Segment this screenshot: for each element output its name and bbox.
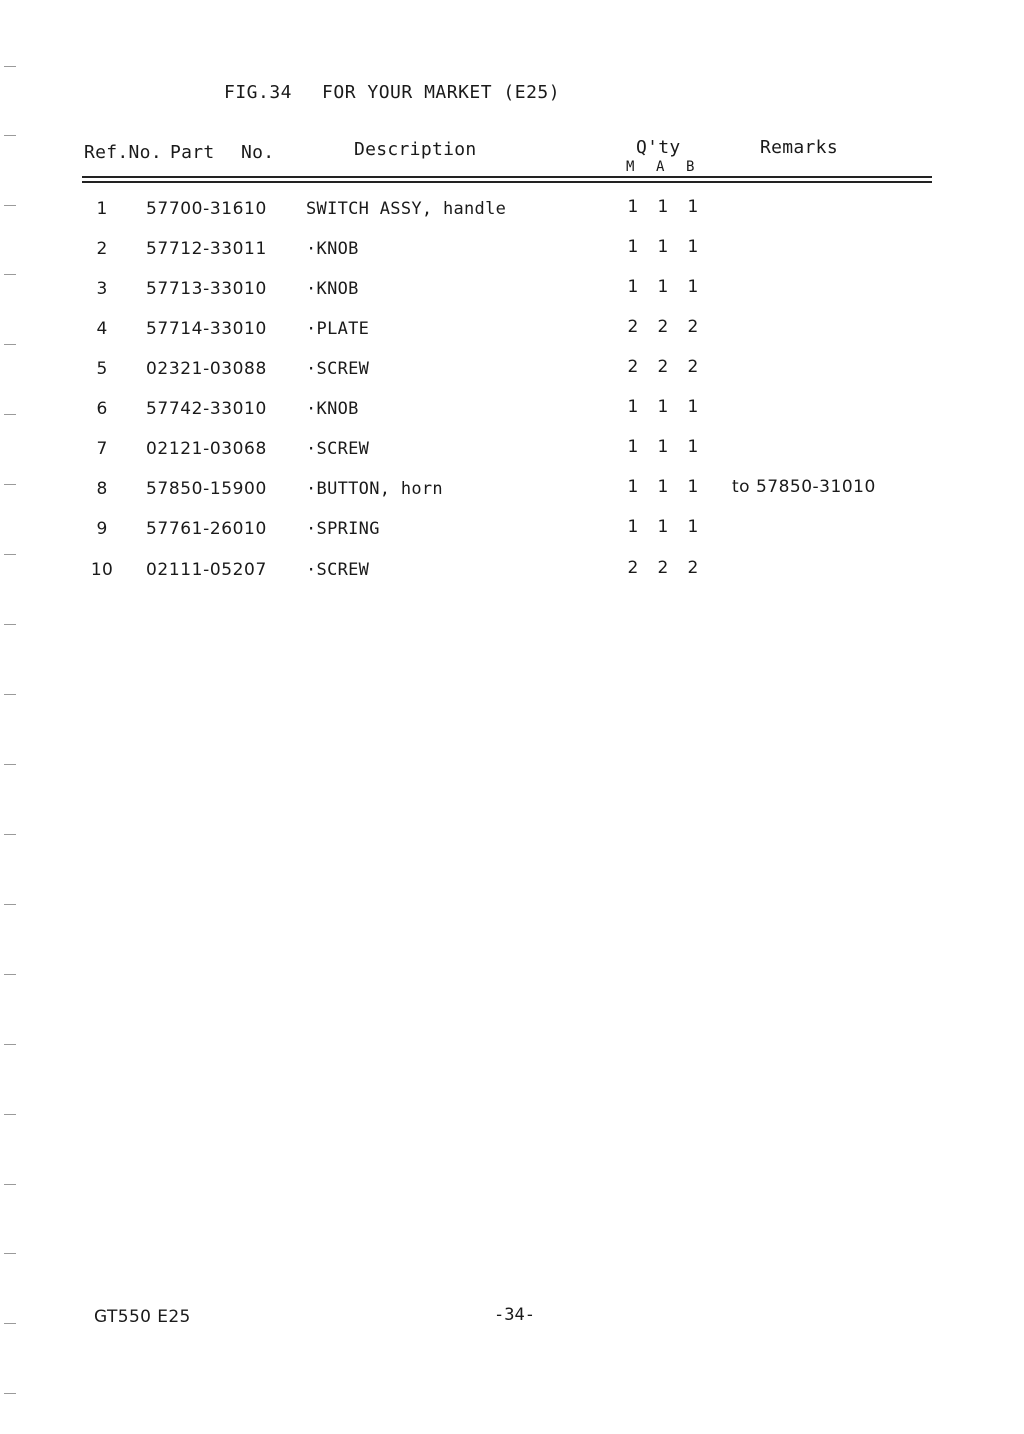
footer-model: GT550 E25	[94, 1307, 191, 1327]
margin-tick	[4, 1114, 16, 1115]
description-cell: ·SPRING	[306, 519, 380, 539]
description-cell: ·SCREW	[306, 560, 370, 580]
header-qty-a: A	[656, 159, 665, 175]
qty-a-cell: 1	[657, 197, 669, 217]
qty-a-cell: 1	[657, 437, 669, 457]
qty-b-cell: 1	[687, 477, 699, 497]
header-description: Description	[354, 139, 477, 160]
table-row	[0, 519, 1024, 559]
header-no: No.	[241, 142, 275, 163]
qty-m-cell: 1	[627, 197, 639, 217]
qty-m-cell: 2	[627, 558, 639, 578]
header-qty: Q'ty	[636, 137, 681, 158]
qty-b-cell: 1	[687, 197, 699, 217]
part-no-cell: 57850-15900	[146, 479, 267, 499]
header-rule-top	[82, 176, 932, 178]
header-ref-no: Ref.No.	[84, 142, 162, 163]
table-row	[0, 239, 1024, 279]
margin-tick	[4, 694, 16, 695]
margin-tick	[4, 1323, 16, 1324]
qty-m-cell: 1	[627, 477, 639, 497]
qty-m-cell: 2	[627, 357, 639, 377]
ref-no-cell: 9	[96, 519, 108, 539]
description-cell: ·SCREW	[306, 359, 370, 379]
margin-tick	[4, 1184, 16, 1185]
part-no-cell: 57700-31610	[146, 199, 267, 219]
remarks-cell: to 57850-31010	[732, 477, 876, 497]
description-cell: ·KNOB	[306, 399, 359, 419]
description-cell: ·PLATE	[306, 319, 370, 339]
part-no-cell: 57714-33010	[146, 319, 267, 339]
qty-a-cell: 2	[657, 558, 669, 578]
margin-tick	[4, 624, 16, 625]
qty-a-cell: 1	[657, 397, 669, 417]
qty-b-cell: 1	[687, 517, 699, 537]
ref-no-cell: 5	[96, 359, 108, 379]
margin-tick	[4, 1044, 16, 1045]
qty-a-cell: 1	[657, 517, 669, 537]
description-cell: ·SCREW	[306, 439, 370, 459]
description-cell: ·KNOB	[306, 279, 359, 299]
qty-a-cell: 2	[657, 317, 669, 337]
margin-tick	[4, 1253, 16, 1254]
qty-a-cell: 1	[657, 477, 669, 497]
ref-no-cell: 10	[90, 560, 114, 580]
table-row	[0, 560, 1024, 600]
margin-tick	[4, 135, 16, 136]
margin-tick	[4, 1393, 16, 1394]
table-row	[0, 279, 1024, 319]
margin-tick	[4, 66, 16, 67]
table-row	[0, 439, 1024, 479]
qty-b-cell: 1	[687, 237, 699, 257]
ref-no-cell: 2	[96, 239, 108, 259]
ref-no-cell: 1	[96, 199, 108, 219]
part-no-cell: 57712-33011	[146, 239, 267, 259]
qty-b-cell: 1	[687, 437, 699, 457]
qty-m-cell: 1	[627, 277, 639, 297]
qty-m-cell: 1	[627, 437, 639, 457]
margin-tick	[4, 974, 16, 975]
table-row	[0, 199, 1024, 239]
table-row	[0, 399, 1024, 439]
part-no-cell: 57713-33010	[146, 279, 267, 299]
page-number: -34-	[494, 1305, 535, 1325]
qty-m-cell: 1	[627, 237, 639, 257]
table-row	[0, 319, 1024, 359]
qty-b-cell: 1	[687, 397, 699, 417]
qty-b-cell: 1	[687, 277, 699, 297]
qty-b-cell: 2	[687, 558, 699, 578]
margin-tick	[4, 764, 16, 765]
description-cell: ·KNOB	[306, 239, 359, 259]
ref-no-cell: 7	[96, 439, 108, 459]
qty-m-cell: 2	[627, 317, 639, 337]
ref-no-cell: 8	[96, 479, 108, 499]
margin-tick	[4, 904, 16, 905]
header-rule-bottom	[82, 181, 932, 183]
qty-m-cell: 1	[627, 397, 639, 417]
ref-no-cell: 4	[96, 319, 108, 339]
figure-number: FIG.34	[224, 82, 293, 103]
header-qty-m: M	[626, 159, 635, 175]
qty-m-cell: 1	[627, 517, 639, 537]
margin-tick	[4, 834, 16, 835]
header-qty-b: B	[686, 159, 695, 175]
header-remarks: Remarks	[760, 137, 838, 158]
part-no-cell: 02121-03068	[146, 439, 267, 459]
figure-caption: FOR YOUR MARKET (E25)	[322, 82, 561, 103]
part-no-cell: 57761-26010	[146, 519, 267, 539]
table-row	[0, 359, 1024, 399]
description-cell: SWITCH ASSY, handle	[306, 199, 507, 219]
ref-no-cell: 6	[96, 399, 108, 419]
description-cell: ·BUTTON, horn	[306, 479, 443, 499]
qty-b-cell: 2	[687, 317, 699, 337]
table-row	[0, 479, 1024, 519]
figure-title	[224, 82, 560, 103]
part-no-cell: 02321-03088	[146, 359, 267, 379]
part-no-cell: 57742-33010	[146, 399, 267, 419]
part-no-cell: 02111-05207	[146, 560, 267, 580]
qty-a-cell: 2	[657, 357, 669, 377]
qty-a-cell: 1	[657, 277, 669, 297]
qty-a-cell: 1	[657, 237, 669, 257]
qty-b-cell: 2	[687, 357, 699, 377]
ref-no-cell: 3	[96, 279, 108, 299]
header-part: Part	[170, 142, 215, 163]
